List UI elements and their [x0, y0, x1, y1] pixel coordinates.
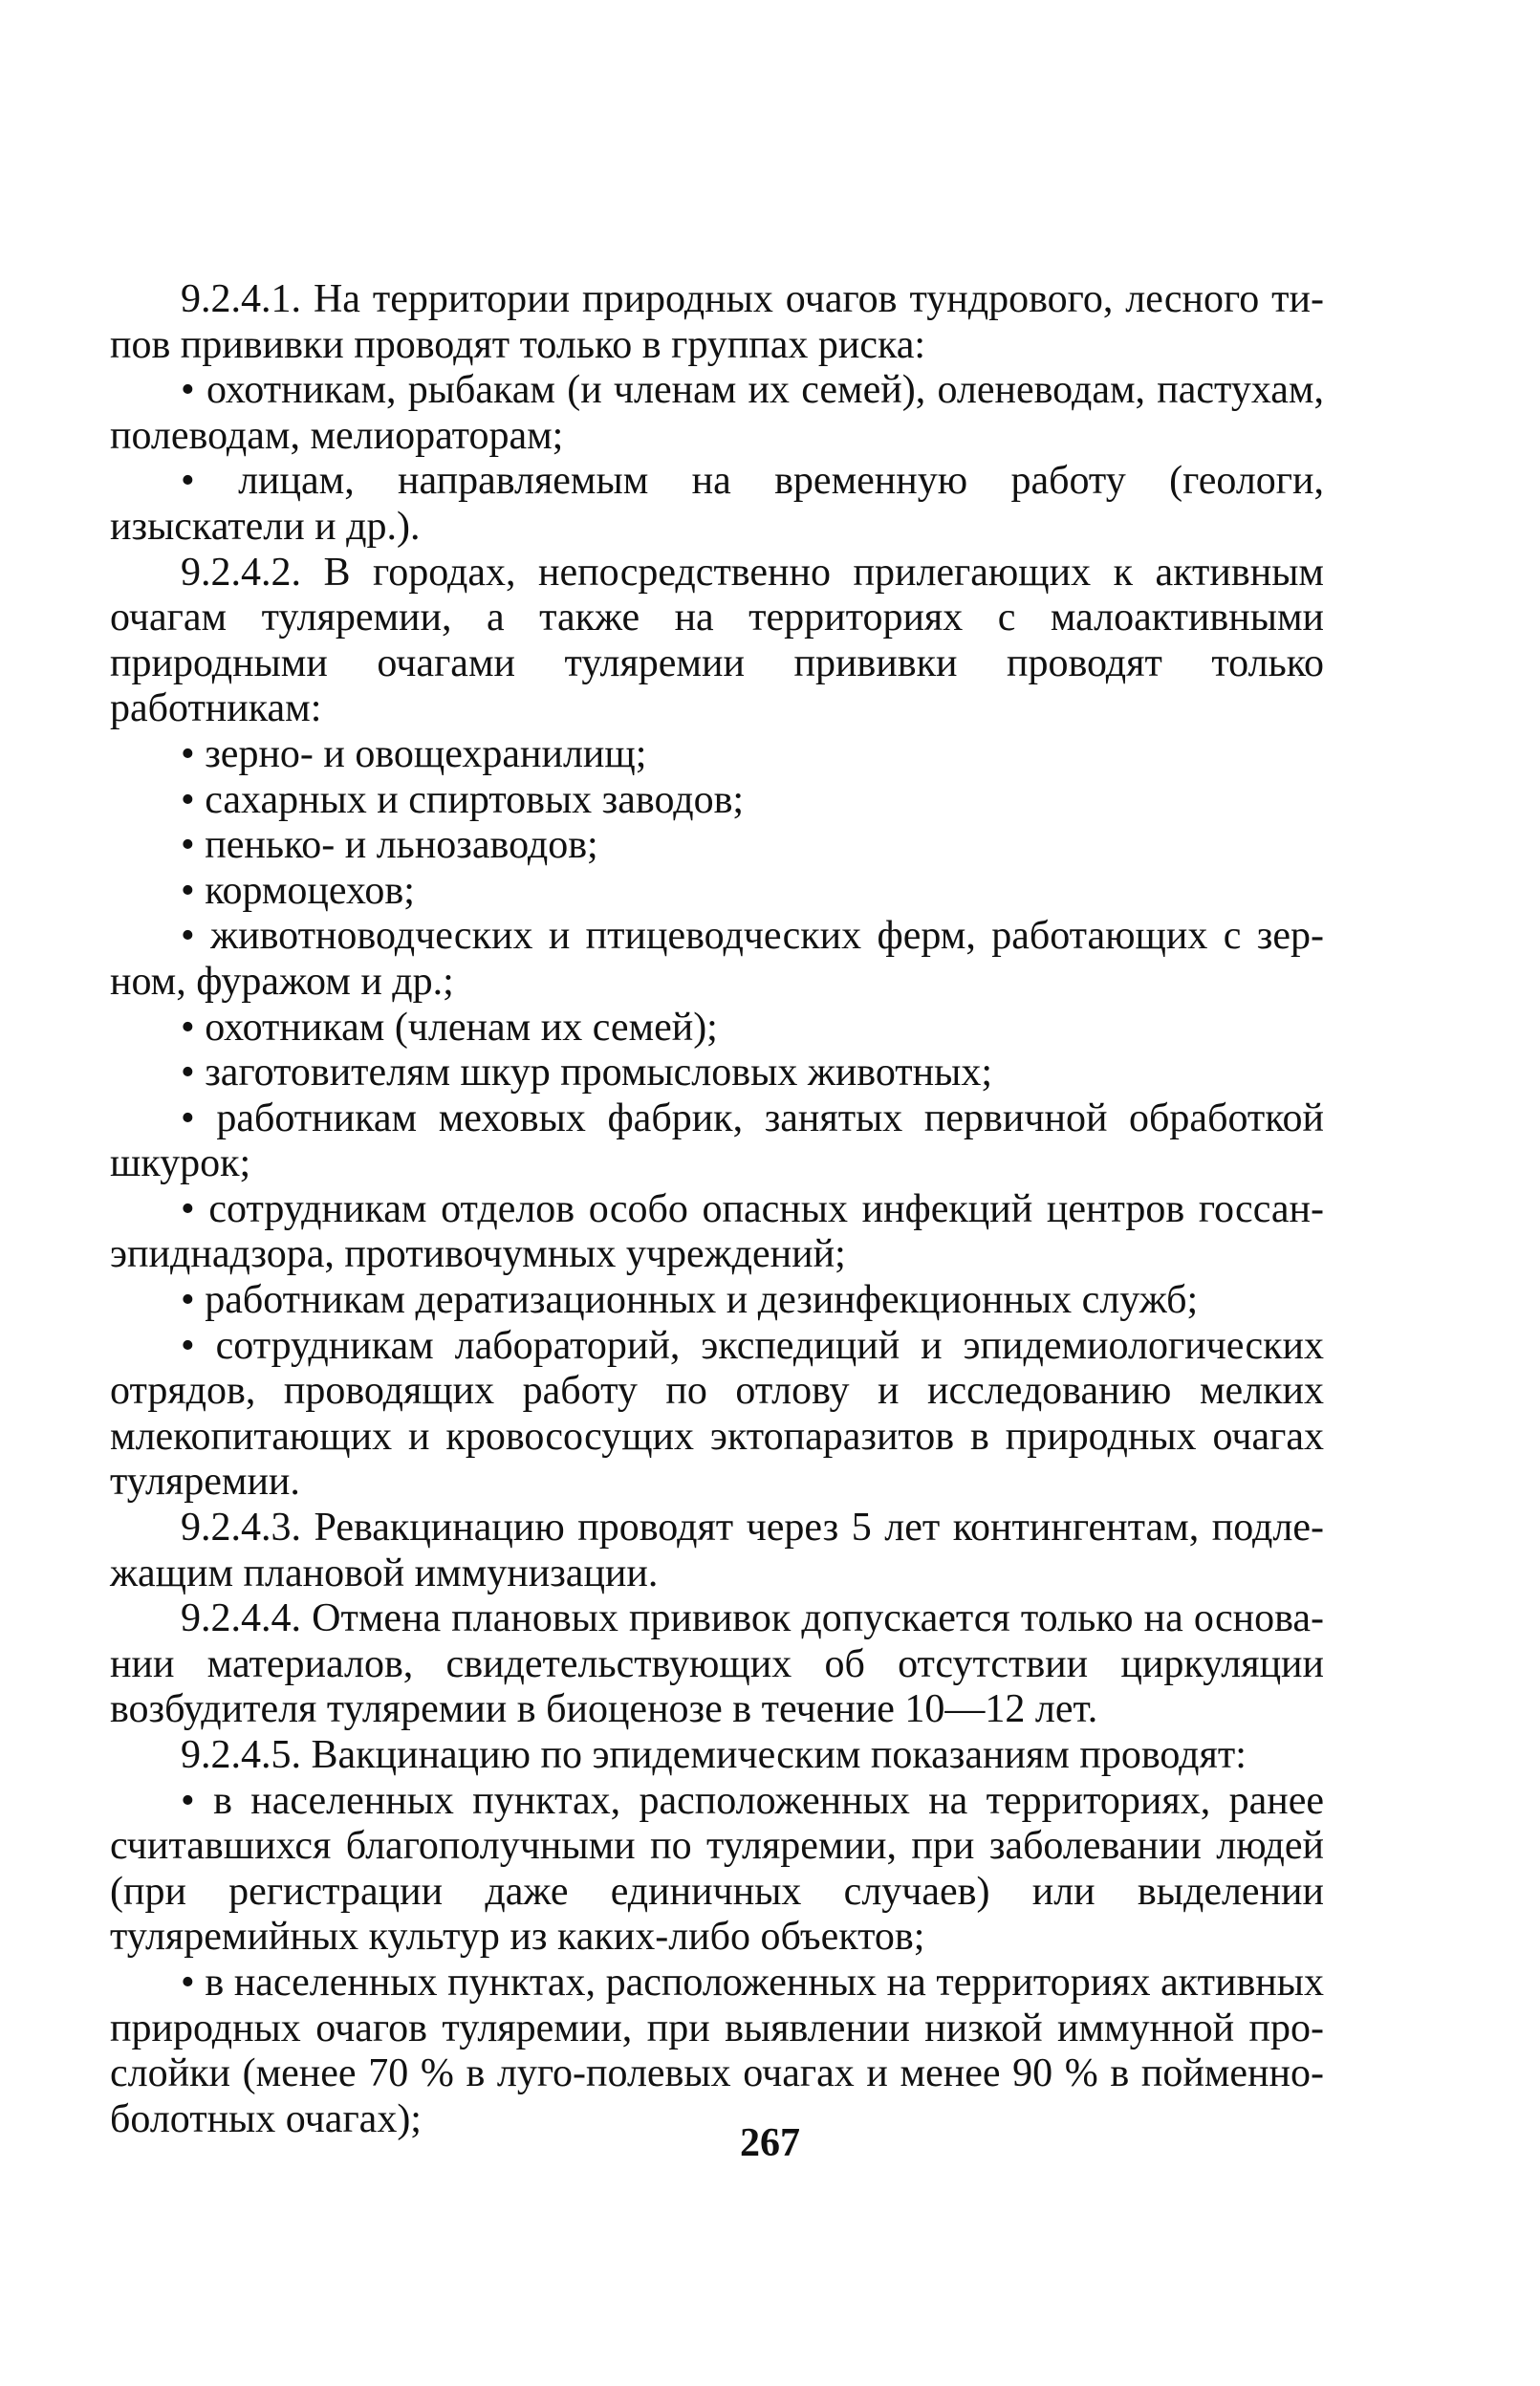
- bullet-item-temporary-workers: • лицам, направляемым на временную работу (геологи, изыскатели и др.).: [110, 459, 1324, 550]
- clause-9-2-4-3: 9.2.4.3. Ревакцинацию проводят через 5 лет контингентам, подлежащим плановой иммунизации.: [110, 1506, 1324, 1595]
- bullet-item-hunters-fishers: • охотникам, рыбакам (и членам их семей), оленеводам, пастухам, полеводам, мелиораторам;: [110, 368, 1324, 459]
- clause-9-2-4-1: 9.2.4.1. На территории природных очагов тундрового, лесного типов прививки проводят только в группах риска:: [110, 277, 1324, 367]
- clause-9-2-4-2: 9.2.4.2. В городах, непосредственно прилегающих к активным очагам туляремии, а также на территориях с малоактивными природными очагами туляремии прививки проводят только работникам:: [110, 550, 1324, 731]
- bullet-item-active-foci-areas: • в населенных пунктах, расположенных на территориях активных природных очагов туляремии, при выявлении низкой иммунной прослойки (менее 70 % в луго-полевых очагах и менее 90 % в пойменноболотных очагах);: [110, 1961, 1324, 2142]
- bullet-item-infection-departments: • сотрудникам отделов особо опасных инфекций центров госсанэпиднадзора, противочумных учреждений;: [110, 1187, 1324, 1278]
- bullet-item-laboratory-staff: • сотрудникам лабораторий, экспедиций и эпидемиологических отрядов, проводящих работу по отлову и исследованию мелких млекопитающих и кровососущих эктопаразитов в природных очагах туляремии.: [110, 1324, 1324, 1506]
- bullet-item-grain-storage: • зерно- и овощехранилищ;: [110, 732, 1324, 778]
- bullet-item-deratization-services: • работникам дератизационных и дезинфекционных служб;: [110, 1278, 1324, 1324]
- bullet-item-fur-procurers: • заготовителям шкур промысловых животных;: [110, 1051, 1324, 1096]
- bullet-item-previously-safe-areas: • в населенных пунктах, расположенных на территориях, ранее считавшихся благополучными по туляремии, при заболевании людей (при регистрации даже единичных случаев) или выделении туляремийных культур из каких-либо объектов;: [110, 1779, 1324, 1961]
- document-body: [110, 277, 1324, 2142]
- page-number: 267: [740, 2121, 800, 2165]
- clause-9-2-4-5: 9.2.4.5. Вакцинацию по эпидемическим показаниям проводят:: [181, 1733, 1247, 1777]
- bullet-item-hunters-families: • охотникам (членам их семей);: [110, 1006, 1324, 1052]
- bullet-item-fur-factories: • работникам меховых фабрик, занятых первичной обработкой шкурок;: [110, 1096, 1324, 1187]
- bullet-item-livestock-farms: • животноводческих и птицеводческих ферм, работающих с зерном, фуражом и др.;: [110, 914, 1324, 1005]
- bullet-item-feed-mills: • кормоцехов;: [110, 869, 1324, 915]
- bullet-item-sugar-plants: • сахарных и спиртовых заводов;: [110, 778, 1324, 824]
- clause-9-2-4-4: 9.2.4.4. Отмена плановых прививок допускается только на основании материалов, свидетельствующих об отсутствии циркуляции возбудителя туляремии в биоценозе в течение 10—12 лет.: [110, 1596, 1324, 1732]
- bullet-item-hemp-flax-plants: • пенько- и льнозаводов;: [110, 823, 1324, 869]
